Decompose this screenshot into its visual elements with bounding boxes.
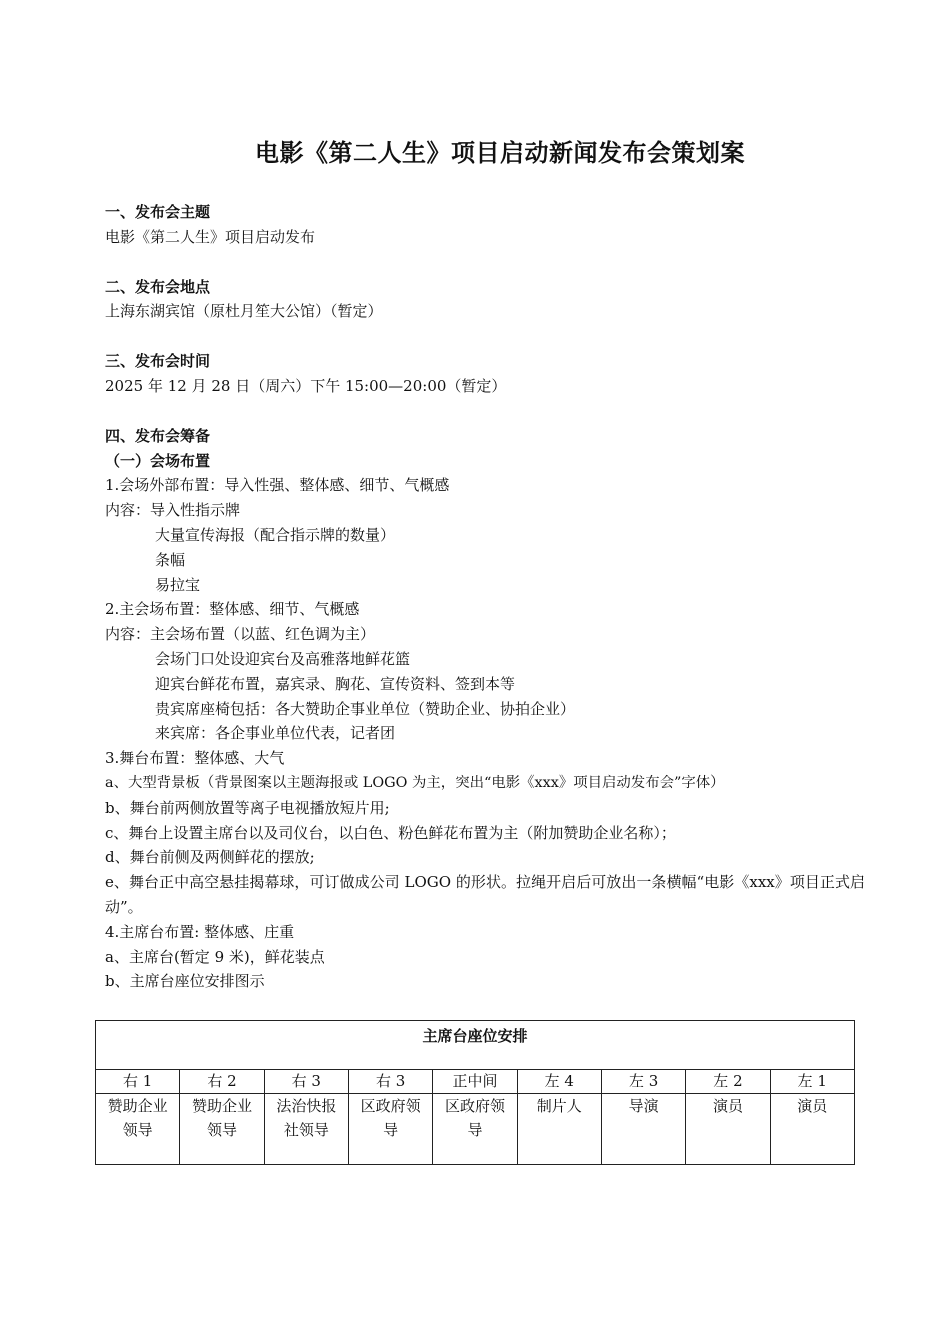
section-heading-time: 三、发布会时间 <box>105 352 211 371</box>
seat-role: 区政府领导 <box>348 1094 432 1165</box>
seat-position: 右 3 <box>348 1070 432 1094</box>
section-text-venue: 上海东湖宾馆（原杜月笙大公馆）（暂定） <box>105 302 383 321</box>
seat-role: 赞助企业领导 <box>180 1094 264 1165</box>
section-heading-venue: 二、发布会地点 <box>105 277 211 296</box>
paragraph-line: 贵宾席座椅包括：各大赞助企事业单位（赞助企业、协拍企业） <box>155 699 576 718</box>
seat-position: 左 1 <box>770 1070 854 1094</box>
seating-table-title: 主席台座位安排 <box>96 1021 855 1070</box>
paragraph-line: 3.舞台布置：整体感、大气 <box>105 749 285 768</box>
paragraph-line: 易拉宝 <box>155 575 201 594</box>
section-text-theme: 电影《第二人生》项目启动发布 <box>105 227 316 246</box>
seat-role: 演员 <box>770 1094 854 1165</box>
section-heading-theme: 一、发布会主题 <box>105 203 211 221</box>
seat-role: 区政府领导 <box>433 1094 517 1165</box>
paragraph-line: b、主席台座位安排图示 <box>105 972 265 991</box>
seat-role: 演员 <box>686 1094 770 1165</box>
subsection-heading-venue-layout: （一）会场布置 <box>105 451 211 470</box>
section-text-time: 2025 年 12 月 28 日（周六）下午 15:00—20:00（暂定） <box>105 376 507 395</box>
seating-table <box>95 1020 855 1165</box>
paragraph-line: 内容：主会场布置（以蓝、红色调为主） <box>105 625 376 644</box>
seat-position: 右 1 <box>96 1070 180 1094</box>
paragraph-line: 条幅 <box>155 550 186 569</box>
paragraph-line: c、舞台上设置主席台以及司仪台，以白色、粉色鲜花布置为主（附加赞助企业名称）； <box>105 823 676 842</box>
paragraph-line: 1.会场外部布置：导入性强、整体感、细节、气概感 <box>105 476 450 495</box>
paragraph-line: 来宾席：各企事业单位代表，记者团 <box>155 724 396 743</box>
seat-position: 正中间 <box>433 1070 517 1094</box>
seat-role: 制片人 <box>517 1094 601 1165</box>
document-title: 电影《第二人生》项目启动新闻发布会策划案 <box>255 139 745 167</box>
seat-position: 左 3 <box>601 1070 685 1094</box>
paragraph-line: e、舞台正中高空悬挂揭幕球，可订做成公司 LOGO 的形状。拉绳开启后可放出一条横幅“电影《xxx》项目正式启动”。 <box>105 873 865 916</box>
paragraph-line: 会场门口处设迎宾台及高雅落地鲜花篮 <box>155 649 411 668</box>
document-body <box>105 200 865 994</box>
seat-position: 右 2 <box>180 1070 264 1094</box>
paragraph-line: b、舞台前两侧放置等离子电视播放短片用; <box>105 798 390 817</box>
section-heading-preparation: 四、发布会筹备 <box>105 426 211 445</box>
seat-position: 左 4 <box>517 1070 601 1094</box>
seat-role: 导演 <box>601 1094 685 1165</box>
paragraph-line: 迎宾台鲜花布置，嘉宾录、胸花、宣传资料、签到本等 <box>155 674 516 693</box>
paragraph-line: 内容：导入性指示牌 <box>105 501 241 520</box>
seat-role: 赞助企业领导 <box>96 1094 180 1165</box>
seat-position: 右 3 <box>264 1070 348 1094</box>
paragraph-line: a、主席台(暂定 9 米)，鲜花装点 <box>105 947 325 966</box>
paragraph-line: 4.主席台布置: 整体感、庄重 <box>105 922 295 941</box>
paragraph-line: d、舞台前侧及两侧鲜花的摆放; <box>105 848 315 867</box>
paragraph-line: a、大型背景板（背景图案以主题海报或 LOGO 为主，突出“电影《xxx》项目启动发布会”字体） <box>105 774 725 791</box>
paragraph-line: 2.主会场布置：整体感、细节、气概感 <box>105 600 360 619</box>
seat-role: 法治快报社领导 <box>264 1094 348 1165</box>
paragraph-line: 大量宣传海报（配合指示牌的数量） <box>155 525 396 544</box>
seat-position: 左 2 <box>686 1070 770 1094</box>
